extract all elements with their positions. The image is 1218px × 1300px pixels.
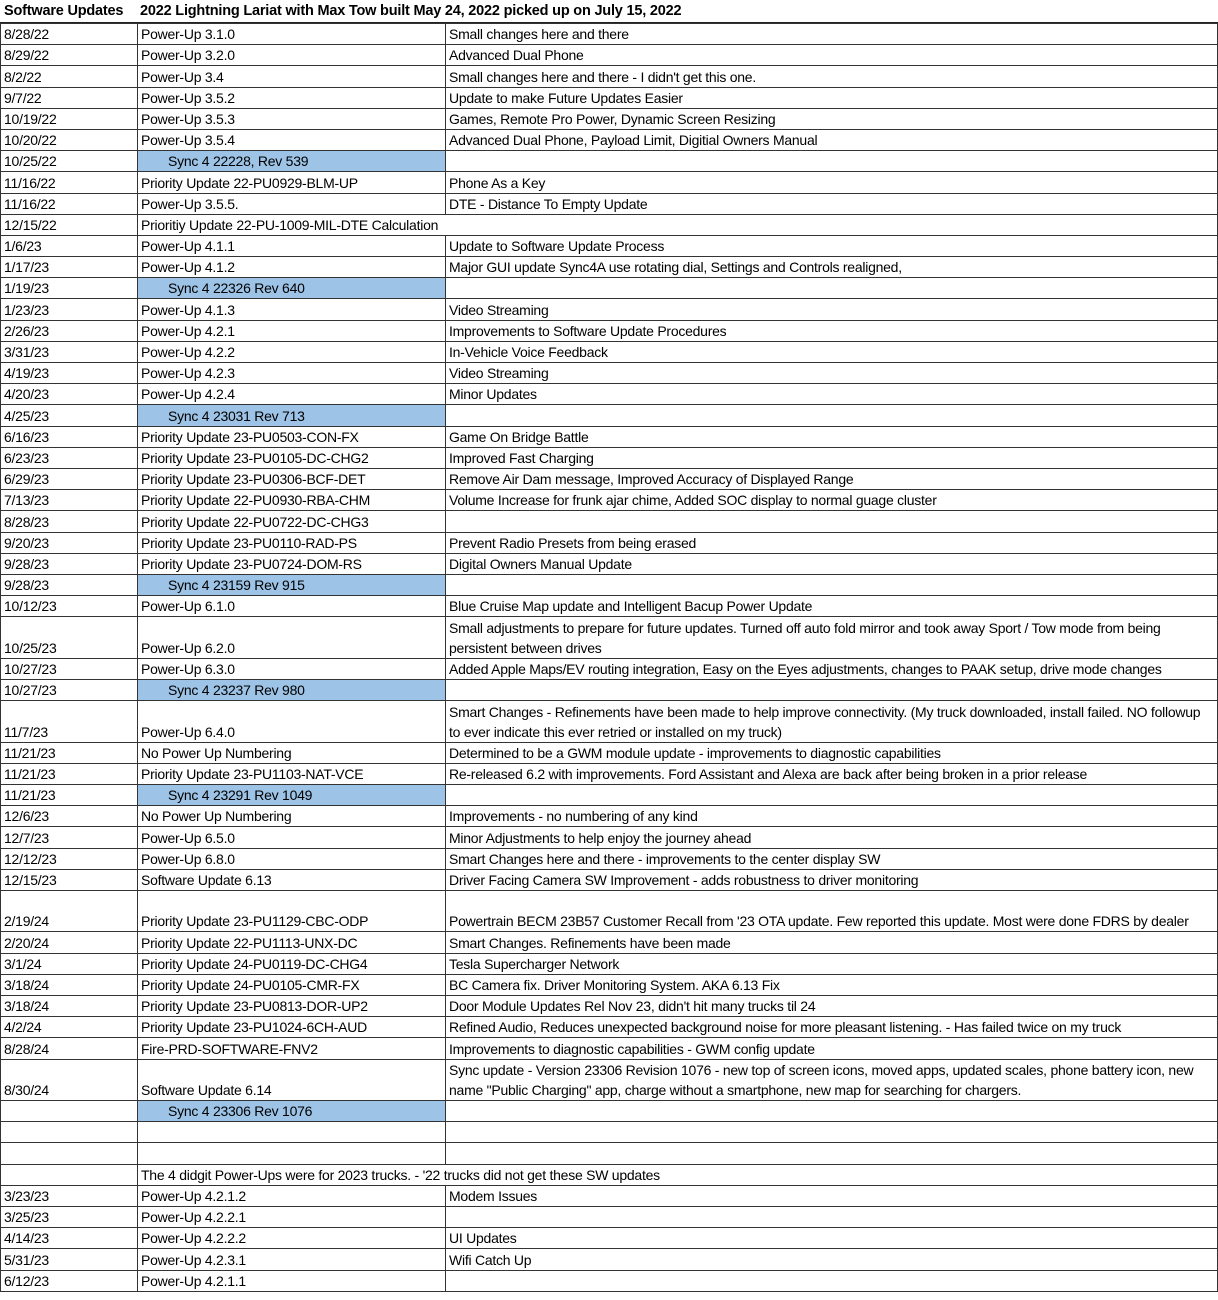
update-name-cell[interactable]: Power-Up 6.1.0	[138, 596, 446, 617]
update-name-cell[interactable]: Power-Up 6.4.0	[138, 701, 446, 743]
description-cell[interactable]	[446, 278, 1218, 299]
update-name-cell[interactable]: Priority Update 23-PU0503-CON-FX	[138, 426, 446, 447]
date-cell[interactable]: 2/26/23	[1, 320, 138, 341]
description-cell[interactable]: Wifi Catch Up	[446, 1249, 1218, 1270]
date-cell[interactable]: 3/23/23	[1, 1185, 138, 1206]
description-cell[interactable]: Update to make Future Updates Easier	[446, 87, 1218, 108]
description-cell[interactable]: Small changes here and there	[446, 24, 1218, 45]
date-cell[interactable]: 2/20/24	[1, 932, 138, 953]
updates-table	[0, 23, 1218, 1292]
description-cell[interactable]: Update to Software Update Process	[446, 235, 1218, 256]
description-cell[interactable]: Sync update - Version 23306 Revision 1076 - new top of screen icons, moved apps, updated scales, phone battery icon, new name "Public Charging" app, charge without a smartphone, new map for searching for chargers.	[446, 1059, 1218, 1101]
description-cell[interactable]: Advanced Dual Phone	[446, 45, 1218, 66]
description-cell[interactable]: Games, Remote Pro Power, Dynamic Screen Resizing	[446, 108, 1218, 129]
table-row	[1, 447, 1218, 468]
update-name-cell[interactable]: Priority Update 22-PU0930-RBA-CHM	[138, 490, 446, 511]
description-cell[interactable]	[446, 1101, 1218, 1122]
table-row	[1, 235, 1218, 256]
sync-row	[1, 679, 1218, 700]
date-cell[interactable]: 3/18/24	[1, 974, 138, 995]
date-cell[interactable]: 11/21/23	[1, 785, 138, 806]
date-cell[interactable]: 2/19/24	[1, 890, 138, 932]
description-cell[interactable]: Refined Audio, Reduces unexpected background noise for more pleasant listening. - Has failed twice on my truck	[446, 1017, 1218, 1038]
description-cell[interactable]: Smart Changes here and there - improvements to the center display SW	[446, 848, 1218, 869]
table-row	[1, 24, 1218, 45]
description-cell[interactable]: BC Camera fix. Driver Monitoring System. AKA 6.13 Fix	[446, 974, 1218, 995]
date-cell[interactable]: 3/31/23	[1, 341, 138, 362]
date-cell[interactable]: 8/29/22	[1, 45, 138, 66]
update-name-cell[interactable]: Power-Up 3.5.3	[138, 108, 446, 129]
date-cell[interactable]: 11/16/22	[1, 172, 138, 193]
date-cell[interactable]: 1/17/23	[1, 257, 138, 278]
table-row	[1, 827, 1218, 848]
description-cell[interactable]: Improved Fast Charging	[446, 447, 1218, 468]
description-cell[interactable]	[446, 1143, 1218, 1164]
table-row	[1, 1059, 1218, 1101]
update-name-cell[interactable]: Power-Up 6.8.0	[138, 848, 446, 869]
table-row	[1, 1038, 1218, 1059]
description-cell[interactable]: Video Streaming	[446, 299, 1218, 320]
table-row	[1, 1270, 1218, 1291]
table-row	[1, 384, 1218, 405]
description-cell[interactable]: Small adjustments to prepare for future updates. Turned off auto fold mirror and took away Sport / Tow mode from being persistent between drives	[446, 617, 1218, 659]
sync-version-cell[interactable]: Sync 4 22326 Rev 640	[138, 278, 446, 299]
sync-row	[1, 1101, 1218, 1122]
update-name-cell[interactable]: Power-Up 3.5.4	[138, 129, 446, 150]
update-name-cell[interactable]: Priority Update 22-PU0929-BLM-UP	[138, 172, 446, 193]
sheet-title[interactable]: Software Updates	[4, 3, 124, 19]
table-row	[1, 596, 1218, 617]
description-cell[interactable]: Improvements to Software Update Procedures	[446, 320, 1218, 341]
description-cell[interactable]: Tesla Supercharger Network	[446, 953, 1218, 974]
update-name-cell[interactable]: Priority Update 23-PU0724-DOM-RS	[138, 553, 446, 574]
note-cell[interactable]: Prioritiy Update 22-PU-1009-MIL-DTE Calculation	[138, 214, 1218, 235]
date-cell[interactable]: 1/23/23	[1, 299, 138, 320]
update-name-cell[interactable]: Fire-PRD-SOFTWARE-FNV2	[138, 1038, 446, 1059]
date-cell[interactable]: 3/1/24	[1, 953, 138, 974]
update-name-cell[interactable]: Power-Up 4.2.1	[138, 320, 446, 341]
update-name-cell[interactable]: Priority Update 23-PU0306-BCF-DET	[138, 468, 446, 489]
date-cell[interactable]: 1/6/23	[1, 235, 138, 256]
update-name-cell[interactable]: Power-Up 4.1.2	[138, 257, 446, 278]
description-cell[interactable]: Phone As a Key	[446, 172, 1218, 193]
table-row	[1, 341, 1218, 362]
update-name-cell[interactable]: Power-Up 4.2.1.1	[138, 1270, 446, 1291]
description-cell[interactable]: Volume Increase for frunk ajar chime, Added SOC display to normal guage cluster	[446, 490, 1218, 511]
table-row	[1, 869, 1218, 890]
date-cell[interactable]: 3/25/23	[1, 1207, 138, 1228]
date-cell[interactable]: 4/25/23	[1, 405, 138, 426]
update-name-cell[interactable]: Software Update 6.14	[138, 1059, 446, 1101]
table-row	[1, 742, 1218, 763]
table-row	[1, 617, 1218, 659]
update-name-cell[interactable]: Priority Update 23-PU1024-6CH-AUD	[138, 1017, 446, 1038]
description-cell[interactable]: Minor Adjustments to help enjoy the journey ahead	[446, 827, 1218, 848]
description-cell[interactable]: Modem Issues	[446, 1185, 1218, 1206]
date-cell[interactable]: 11/16/22	[1, 193, 138, 214]
date-cell[interactable]: 6/12/23	[1, 1270, 138, 1291]
description-cell[interactable]: Blue Cruise Map update and Intelligent Bacup Power Update	[446, 596, 1218, 617]
date-cell[interactable]: 8/28/23	[1, 511, 138, 532]
date-cell[interactable]: 10/27/23	[1, 658, 138, 679]
date-cell[interactable]	[1, 1101, 138, 1122]
update-name-cell[interactable]: Priority Update 22-PU1113-UNX-DC	[138, 932, 446, 953]
description-cell[interactable]: Improvements to diagnostic capabilities - GWM config update	[446, 1038, 1218, 1059]
update-name-cell[interactable]: Priority Update 24-PU0119-DC-CHG4	[138, 953, 446, 974]
description-cell[interactable]	[446, 511, 1218, 532]
update-name-cell[interactable]: Priority Update 23-PU1129-CBC-ODP	[138, 890, 446, 932]
date-cell[interactable]: 12/6/23	[1, 806, 138, 827]
description-cell[interactable]: Prevent Radio Presets from being erased	[446, 532, 1218, 553]
table-row	[1, 129, 1218, 150]
update-name-cell[interactable]: Power-Up 3.5.5.	[138, 193, 446, 214]
description-cell[interactable]: Powertrain BECM 23B57 Customer Recall from '23 OTA update. Few reported this update. Most were done FDRS by dealer	[446, 890, 1218, 932]
sync-row	[1, 151, 1218, 172]
date-cell[interactable]: 8/28/22	[1, 24, 138, 45]
table-row	[1, 257, 1218, 278]
update-name-cell[interactable]: Power-Up 6.3.0	[138, 658, 446, 679]
date-cell[interactable]: 4/20/23	[1, 384, 138, 405]
table-row	[1, 806, 1218, 827]
sync-version-cell[interactable]: Sync 4 23159 Rev 915	[138, 574, 446, 595]
update-name-cell[interactable]: Software Update 6.13	[138, 869, 446, 890]
date-cell[interactable]: 10/19/22	[1, 108, 138, 129]
updates-table-body	[1, 24, 1218, 1292]
date-cell[interactable]: 12/7/23	[1, 827, 138, 848]
date-cell[interactable]: 10/25/22	[1, 151, 138, 172]
table-row	[1, 490, 1218, 511]
table-row	[1, 320, 1218, 341]
description-cell[interactable]: Added Apple Maps/EV routing integration, Easy on the Eyes adjustments, changes to PAAK setup, drive mode changes	[446, 658, 1218, 679]
description-cell[interactable]	[446, 574, 1218, 595]
description-cell[interactable]	[446, 1207, 1218, 1228]
date-cell[interactable]: 8/28/24	[1, 1038, 138, 1059]
date-cell[interactable]: 4/14/23	[1, 1228, 138, 1249]
date-cell[interactable]: 4/2/24	[1, 1017, 138, 1038]
date-cell[interactable]: 11/7/23	[1, 701, 138, 743]
date-cell[interactable]: 9/28/23	[1, 553, 138, 574]
description-cell[interactable]	[446, 151, 1218, 172]
sync-row	[1, 405, 1218, 426]
update-name-cell[interactable]: No Power Up Numbering	[138, 742, 446, 763]
date-cell[interactable]: 8/30/24	[1, 1059, 138, 1101]
table-row	[1, 108, 1218, 129]
table-row	[1, 890, 1218, 932]
table-row	[1, 1143, 1218, 1164]
table-row	[1, 511, 1218, 532]
update-name-cell[interactable]: Power-Up 3.1.0	[138, 24, 446, 45]
date-cell[interactable]: 10/20/22	[1, 129, 138, 150]
description-cell[interactable]: Determined to be a GWM module update - improvements to diagnostic capabilities	[446, 742, 1218, 763]
update-name-cell[interactable]: Power-Up 4.2.1.2	[138, 1185, 446, 1206]
update-name-cell[interactable]: Power-Up 6.5.0	[138, 827, 446, 848]
description-cell[interactable]: Major GUI update Sync4A use rotating dial, Settings and Controls realigned,	[446, 257, 1218, 278]
description-cell[interactable]: Smart Changes. Refinements have been made	[446, 932, 1218, 953]
date-cell[interactable]: 6/16/23	[1, 426, 138, 447]
description-cell[interactable]: In-Vehicle Voice Feedback	[446, 341, 1218, 362]
date-cell[interactable]: 4/19/23	[1, 363, 138, 384]
description-cell[interactable]: Small changes here and there - I didn't get this one.	[446, 66, 1218, 87]
table-row	[1, 1017, 1218, 1038]
update-name-cell[interactable]: Power-Up 4.2.2.2	[138, 1228, 446, 1249]
table-row	[1, 1122, 1218, 1143]
description-cell[interactable]: Driver Facing Camera SW Improvement - adds robustness to driver monitoring	[446, 869, 1218, 890]
description-cell[interactable]	[446, 1270, 1218, 1291]
date-cell[interactable]: 3/18/24	[1, 996, 138, 1017]
update-name-cell[interactable]: Power-Up 4.2.3.1	[138, 1249, 446, 1270]
sync-version-cell[interactable]: Sync 4 23237 Rev 980	[138, 679, 446, 700]
update-name-cell[interactable]: Power-Up 4.2.4	[138, 384, 446, 405]
update-name-cell[interactable]: Priority Update 24-PU0105-CMR-FX	[138, 974, 446, 995]
date-cell[interactable]: 12/15/23	[1, 869, 138, 890]
table-row	[1, 172, 1218, 193]
update-name-cell[interactable]: Priority Update 23-PU0813-DOR-UP2	[138, 996, 446, 1017]
table-row	[1, 1164, 1218, 1185]
description-cell[interactable]: Smart Changes - Refinements have been made to help improve connectivity. (My truck downloaded, install failed. NO followup to ever indicate this ever retried or installed on my truck)	[446, 701, 1218, 743]
date-cell[interactable]: 6/29/23	[1, 468, 138, 489]
date-cell[interactable]	[1, 1143, 138, 1164]
sync-version-cell[interactable]: Sync 4 22228, Rev 539	[138, 151, 446, 172]
description-cell[interactable]	[446, 785, 1218, 806]
description-cell[interactable]: UI Updates	[446, 1228, 1218, 1249]
sync-row	[1, 574, 1218, 595]
date-cell[interactable]: 1/19/23	[1, 278, 138, 299]
table-row	[1, 658, 1218, 679]
update-name-cell[interactable]: Priority Update 23-PU1103-NAT-VCE	[138, 763, 446, 784]
update-name-cell[interactable]: Power-Up 3.4	[138, 66, 446, 87]
date-cell[interactable]: 9/7/22	[1, 87, 138, 108]
date-cell[interactable]: 11/21/23	[1, 763, 138, 784]
sync-version-cell[interactable]: Sync 4 23031 Rev 713	[138, 405, 446, 426]
update-name-cell[interactable]: Power-Up 4.1.3	[138, 299, 446, 320]
sync-row	[1, 785, 1218, 806]
date-cell[interactable]: 10/27/23	[1, 679, 138, 700]
table-row	[1, 848, 1218, 869]
update-name-cell[interactable]: Priority Update 23-PU0105-DC-CHG2	[138, 447, 446, 468]
update-name-cell[interactable]: Power-Up 4.2.3	[138, 363, 446, 384]
table-row	[1, 193, 1218, 214]
description-cell[interactable]	[446, 679, 1218, 700]
sync-row	[1, 278, 1218, 299]
table-row	[1, 1185, 1218, 1206]
description-cell[interactable]: Door Module Updates Rel Nov 23, didn't hit many trucks til 24	[446, 996, 1218, 1017]
date-cell[interactable]: 5/31/23	[1, 1249, 138, 1270]
date-cell[interactable]: 9/20/23	[1, 532, 138, 553]
description-cell[interactable]: Digital Owners Manual Update	[446, 553, 1218, 574]
date-cell[interactable]: 12/15/22	[1, 214, 138, 235]
table-row	[1, 214, 1218, 235]
date-cell[interactable]: 11/21/23	[1, 742, 138, 763]
update-name-cell[interactable]: Power-Up 3.2.0	[138, 45, 446, 66]
date-cell[interactable]: 12/12/23	[1, 848, 138, 869]
date-cell[interactable]: 6/23/23	[1, 447, 138, 468]
description-cell[interactable]	[446, 405, 1218, 426]
update-name-cell[interactable]	[138, 1143, 446, 1164]
table-row	[1, 1207, 1218, 1228]
update-name-cell[interactable]: Power-Up 6.2.0	[138, 617, 446, 659]
table-row	[1, 1228, 1218, 1249]
sheet-subtitle[interactable]: 2022 Lightning Lariat with Max Tow built May 24, 2022 picked up on July 15, 2022	[140, 3, 682, 19]
table-row	[1, 299, 1218, 320]
update-name-cell[interactable]: No Power Up Numbering	[138, 806, 446, 827]
update-name-cell[interactable]	[138, 1122, 446, 1143]
table-row	[1, 363, 1218, 384]
table-row	[1, 426, 1218, 447]
header-row	[0, 0, 1218, 23]
description-cell[interactable]: Video Streaming	[446, 363, 1218, 384]
note-cell[interactable]: The 4 didgit Power-Ups were for 2023 trucks. - '22 trucks did not get these SW updates	[138, 1164, 1218, 1185]
table-row	[1, 87, 1218, 108]
update-name-cell[interactable]: Priority Update 22-PU0722-DC-CHG3	[138, 511, 446, 532]
date-cell[interactable]: 10/25/23	[1, 617, 138, 659]
update-name-cell[interactable]: Priority Update 23-PU0110-RAD-PS	[138, 532, 446, 553]
date-cell[interactable]	[1, 1122, 138, 1143]
table-row	[1, 66, 1218, 87]
description-cell[interactable]: DTE - Distance To Empty Update	[446, 193, 1218, 214]
sync-version-cell[interactable]: Sync 4 23306 Rev 1076	[138, 1101, 446, 1122]
table-row	[1, 996, 1218, 1017]
date-cell[interactable]: 10/12/23	[1, 596, 138, 617]
update-name-cell[interactable]: Power-Up 4.2.2.1	[138, 1207, 446, 1228]
description-cell[interactable]: Advanced Dual Phone, Payload Limit, Digitial Owners Manual	[446, 129, 1218, 150]
update-name-cell[interactable]: Power-Up 4.2.2	[138, 341, 446, 362]
description-cell[interactable]: Minor Updates	[446, 384, 1218, 405]
table-row	[1, 763, 1218, 784]
table-row	[1, 532, 1218, 553]
table-row	[1, 701, 1218, 743]
table-row	[1, 45, 1218, 66]
update-name-cell[interactable]: Power-Up 3.5.2	[138, 87, 446, 108]
table-row	[1, 932, 1218, 953]
description-cell[interactable]: Re-released 6.2 with improvements. Ford Assistant and Alexa are back after being broken in a prior release	[446, 763, 1218, 784]
table-row	[1, 553, 1218, 574]
description-cell[interactable]	[446, 1122, 1218, 1143]
date-cell[interactable]: 8/2/22	[1, 66, 138, 87]
description-cell[interactable]: Remove Air Dam message, Improved Accuracy of Displayed Range	[446, 468, 1218, 489]
update-name-cell[interactable]: Power-Up 4.1.1	[138, 235, 446, 256]
date-cell[interactable]: 7/13/23	[1, 490, 138, 511]
sync-version-cell[interactable]: Sync 4 23291 Rev 1049	[138, 785, 446, 806]
table-row	[1, 1249, 1218, 1270]
table-row	[1, 953, 1218, 974]
date-cell[interactable]: 9/28/23	[1, 574, 138, 595]
table-row	[1, 468, 1218, 489]
table-row	[1, 974, 1218, 995]
description-cell[interactable]: Improvements - no numbering of any kind	[446, 806, 1218, 827]
date-cell[interactable]	[1, 1164, 138, 1185]
description-cell[interactable]: Game On Bridge Battle	[446, 426, 1218, 447]
